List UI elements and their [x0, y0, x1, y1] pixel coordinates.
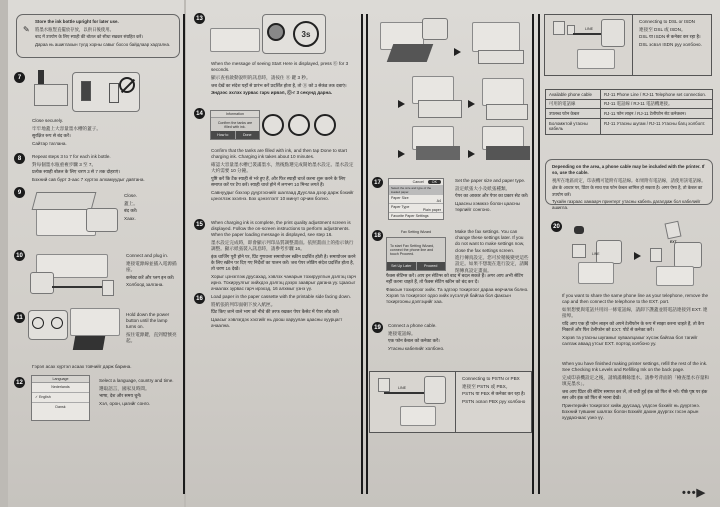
step-7-badge: 7: [14, 72, 25, 83]
step-19-badge: 19: [372, 322, 383, 333]
wall-jack-icon: [553, 21, 565, 35]
paper-type-setting[interactable]: Paper Type Plain paper: [391, 205, 441, 212]
pencil-icon: ✎: [23, 25, 30, 34]
telephone-icon: [664, 221, 681, 240]
prohibited-shake-icon: [288, 114, 310, 136]
favorite-paper-settings[interactable]: Favorite Paper Settings: [391, 214, 429, 218]
language-option[interactable]: Nederlands: [32, 383, 89, 393]
continue-next-page-marker: •••▶: [682, 487, 707, 499]
step-8-badge: 8: [14, 153, 25, 164]
fax-wizard-screen: To start Fax Setting Wizard, connect the phone line and touch Proceed. Set Up Later Proceed: [386, 237, 446, 271]
refill-instructions: When you have finished making printer settings, refill the rest of the ink. See Checking Ink Levels and Refilling Ink on the back page. 完成印表機設定之後，請填滿剩餘墨水。請參考背面的「檢查墨水存量和填充墨水」。 जब आप प्रिंटर की सेटिंग समाप्त कर लें, तो बची हुई इंक को फिर से भरें। पीछे पृष्ठ पर इंक स्तर और इंक को फिर से भरना देखें। Принтерийн тохиргоог хийж дуусаад, үлдсэн бэхийг нь дүүргэнэ. Бэхний түвшинг шалгах болон Бэхийг дахин дүүргэх гэсэн арын хуудаснаас үзнэ үү.: [562, 361, 710, 420]
step-17-badge: 17: [372, 177, 383, 188]
dsl-connection-box: LINE Connecting to DSL or ISDN 連接至 DSL 或 ISDN。 DSL या ISDN से कनेक्ट कर रहा है। DSL эсвэл ISDN руу холбоно.: [544, 14, 712, 76]
cap-detail-illustration: [72, 72, 140, 112]
paper-cassette-illustrations: [372, 14, 532, 164]
ok-button[interactable]: OK: [428, 180, 441, 184]
paper-size-setting[interactable]: Paper Size A4: [391, 196, 441, 203]
arrow-right-icon: [398, 150, 405, 158]
column-divider: [183, 14, 185, 494]
prohibited-icon: [119, 77, 135, 93]
proceed-button[interactable]: Proceed: [417, 262, 446, 270]
store-bottle-note: ✎ Store the ink bottle upright for later use. 將墨水瓶豎直擺放存放，以供日後使用。 बाद में उपयोग के लिए स्याही की बोतल को सीधा रखकर संग्रहित करें। Дараа нь ашиглахын тулд хорны савыг босоо байдлаар хадгална.: [16, 14, 180, 58]
home-button-icon: [267, 23, 285, 41]
step-10-badge: 10: [14, 250, 25, 261]
set-up-later-button[interactable]: Set Up Later: [387, 262, 417, 270]
stopwatch-icon: 3s: [293, 21, 319, 47]
start-here-illustration: [210, 14, 360, 60]
step-16-badge: 16: [194, 293, 205, 304]
pstn-diagram: LINE: [370, 372, 456, 432]
table-row: Боломжтой утасны кабель RJ-11 Утасны шугам / RJ-11 Утасны багц холболт.: [546, 119, 713, 134]
language-option-selected[interactable]: ✓ English: [32, 393, 89, 403]
language-option[interactable]: Dansk: [55, 405, 66, 409]
fax-wizard-title: Fax Setting Wizard: [400, 230, 432, 234]
table-row: उपलब्ध फोन केबल RJ-11 फोन लाइन / RJ-11 टेलीफोन सेट कनेक्शन।: [546, 109, 713, 119]
table-row: 可用的電話線 RJ-11 電話線 / RJ-11 電話機連接。: [546, 99, 713, 109]
arrow-right-icon: [454, 48, 461, 56]
power-button-illustration: [28, 308, 124, 360]
step-11-badge: 11: [14, 312, 25, 323]
paper-settings-screen: Cancel OK Select the size and type of the loaded paper. Paper Size A4 Paper Type Plain paper Favorite Paper Settings: [388, 178, 444, 220]
how-to-button[interactable]: How to: [211, 131, 236, 139]
column-divider: [538, 14, 540, 494]
cancel-button[interactable]: Cancel: [412, 180, 424, 184]
phone-cable-table: [545, 89, 713, 135]
table-row: Available phone cable RJ-11 Phone Line / RJ-11 Telephone set connection.: [546, 90, 713, 100]
prohibited-lean-icon: [314, 114, 336, 136]
language-screen: Language Nederlands ✓ English Dansk: [31, 375, 90, 421]
arrow-right-icon: [634, 252, 641, 260]
information-screen: Information Confirm the tanks are filled with ink. How to Done: [210, 110, 260, 140]
cap-icon: [574, 226, 584, 234]
column-divider: [361, 14, 363, 494]
wall-jack-icon: [378, 378, 390, 392]
step-20-badge: 20: [551, 221, 562, 232]
dsl-diagram: LINE: [545, 15, 633, 75]
column-divider: [366, 14, 368, 494]
power-button-icon: [51, 317, 63, 329]
prohibited-tilt-icon: [262, 114, 284, 136]
power-cord-illustration: [28, 250, 120, 300]
phone-cable-note: Depending on the area, a phone cable may be included with the printer. If so, use the cable. 視所在地區而定，印表機可能附有電話線。如果附有電話線，請使用該電話線。 क्षेत्र के आधार पर, प्रिंटर के साथ एक फोन केबल शामिल हो सकता है। अगर ऐसा है, तो केबल का उपयोग करें। Тухайн газраас хамаарч принтерт утасны кабель дагалдаж бол кабелийг ашигла.: [545, 159, 713, 205]
printer-lid-illustration: [28, 188, 118, 238]
step-9-badge: 9: [14, 187, 25, 198]
step-15-badge: 15: [194, 219, 205, 230]
step-18-badge: 18: [372, 230, 383, 241]
step-13-badge: 13: [194, 13, 205, 24]
ext-port-illustration: LINE EXT.: [566, 222, 710, 286]
power-button-icon: [32, 317, 44, 329]
step-14-badge: 14: [194, 108, 205, 119]
pstn-connection-box: LINE Connecting to PSTN or PBX 連接至 PSTN 或 PBX。 PSTN या PBX से कनेक्ट कर रहा है। PSTN эсвэл PBX руу холбоно: [369, 371, 532, 433]
done-button[interactable]: Done: [236, 131, 260, 139]
step-12-badge: 12: [14, 377, 25, 388]
check-icon: ✓: [35, 395, 39, 399]
arrow-right-icon: [468, 150, 475, 158]
close-cap-illustration: [32, 66, 70, 108]
arrow-right-icon: [468, 100, 475, 108]
arrow-right-icon: [398, 100, 405, 108]
